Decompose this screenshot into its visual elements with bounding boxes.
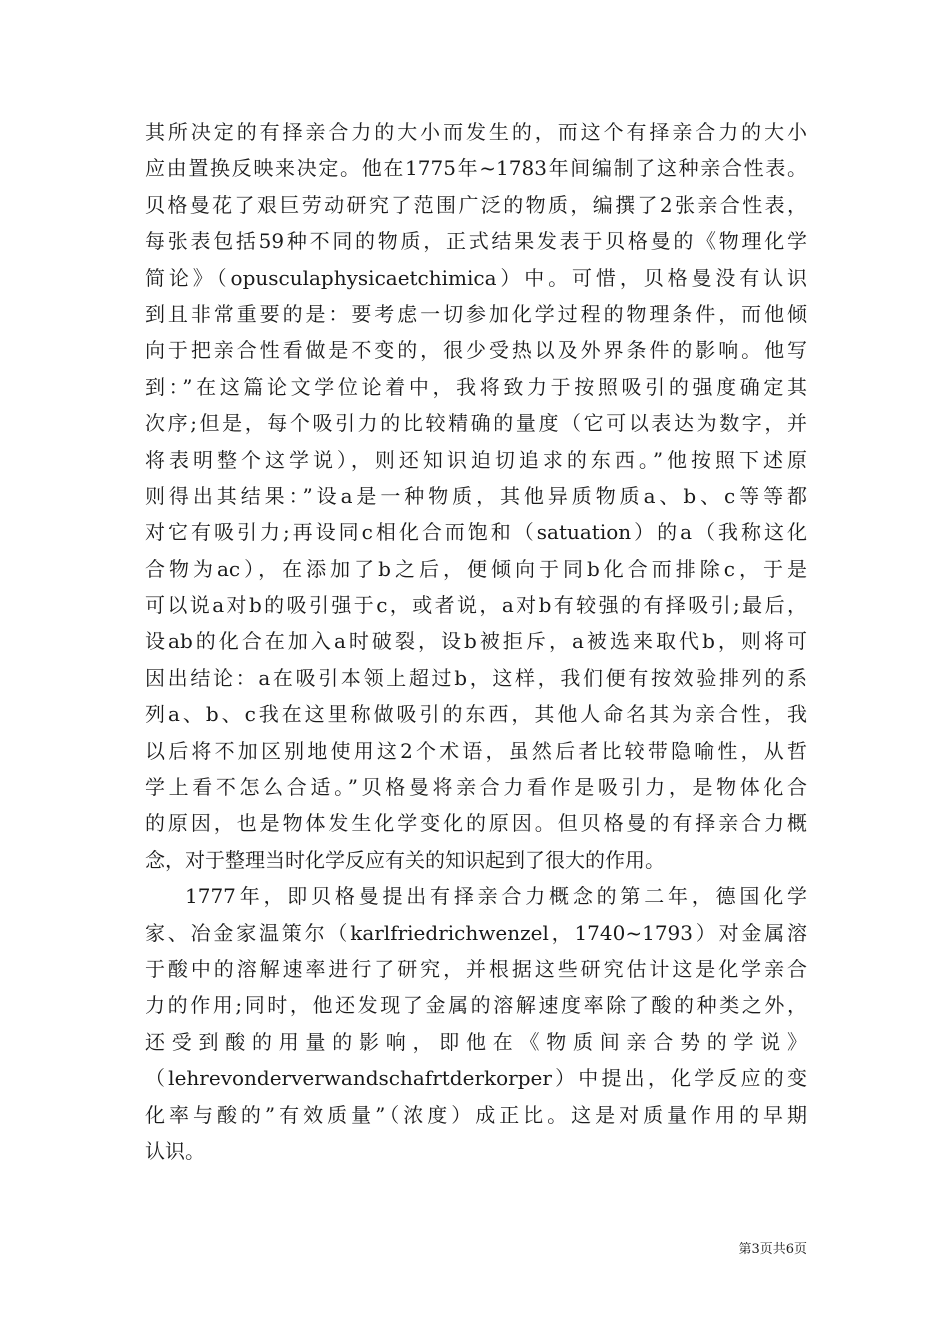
text-line: （lehrevonderverwandschafrtderkorper）中提出，化学反应的变	[145, 1066, 807, 1091]
text-line: 列a、b、c我在这里称做吸引的东西，其他人命名其为亲合性，我	[145, 702, 807, 727]
text-line: 贝格曼花了艰巨劳动研究了范围广泛的物质，编撰了2张亲合性表，	[145, 192, 807, 217]
page-indicator: 第3页共6页	[738, 1242, 807, 1257]
text-line: 到且非常重要的是：要考虑一切参加化学过程的物理条件，而他倾	[145, 301, 807, 326]
text-line: 简论》（opusculaphysicaetchimica）中。可惜，贝格曼没有认识	[145, 265, 807, 290]
text-line: 认识。	[145, 1138, 205, 1163]
text-line: 合物为ac），在添加了b之后，便倾向于同b化合而排除c，于是	[145, 556, 807, 581]
body-text	[145, 114, 807, 1169]
text-line: 还受到酸的用量的影响，即他在《物质间亲合势的学说》	[145, 1029, 807, 1054]
text-line: 化率与酸的”有效质量”（浓度）成正比。这是对质量作用的早期	[145, 1102, 807, 1127]
text-line: 念，对于整理当时化学反应有关的知识起到了很大的作用。	[145, 847, 665, 872]
text-line: 向于把亲合性看做是不变的，很少受热以及外界条件的影响。他写	[145, 338, 807, 363]
text-line: 1777年，即贝格曼提出有择亲合力概念的第二年，德国化学	[185, 884, 807, 909]
text-line: 其所决定的有择亲合力的大小而发生的，而这个有择亲合力的大小	[145, 120, 807, 144]
text-line: 因出结论：a在吸引本领上超过b，这样，我们便有按效验排列的系	[145, 665, 807, 690]
text-line: 将表明整个这学说），则还知识迫切追求的东西。”他按照下述原	[145, 447, 807, 472]
text-line: 应由置换反映来决定。他在1775年~1783年间编制了这种亲合性表。	[145, 156, 807, 181]
text-line: 力的作用;同时，他还发现了金属的溶解速度率除了酸的种类之外，	[145, 993, 807, 1018]
text-line: 次序;但是，每个吸引力的比较精确的量度（它可以表达为数字，并	[145, 411, 807, 436]
text-line: 的原因，也是物体发生化学变化的原因。但贝格曼的有择亲合力概	[145, 811, 807, 836]
text-line: 到：”在这篇论文学位论着中，我将致力于按照吸引的强度确定其	[145, 374, 807, 399]
text-line: 每张表包括59种不同的物质，正式结果发表于贝格曼的《物理化学	[145, 229, 807, 254]
text-line: 可以说a对b的吸引强于c，或者说，a对b有较强的有择吸引;最后，	[145, 593, 807, 618]
text-line: 则得出其结果：”设a是一种物质，其他异质物质a、b、c等等都	[145, 483, 807, 508]
text-line: 家、冶金家温策尔（karlfriedrichwenzel，1740~1793）对金属溶	[145, 920, 807, 945]
text-line: 学上看不怎么合适。”贝格曼将亲合力看作是吸引力，是物体化合	[145, 775, 807, 800]
text-line: 于酸中的溶解速率进行了研究，并根据这些研究估计这是化学亲合	[145, 956, 807, 981]
text-line: 设ab的化合在加入a时破裂，设b被拒斥，a被选来取代b，则将可	[145, 629, 807, 654]
text-line: 以后将不加区别地使用这2个术语，虽然后者比较带隐喻性，从哲	[145, 738, 807, 763]
text-line: 对它有吸引力;再设同c相化合而饱和（satuation）的a（我称这化	[145, 520, 807, 545]
